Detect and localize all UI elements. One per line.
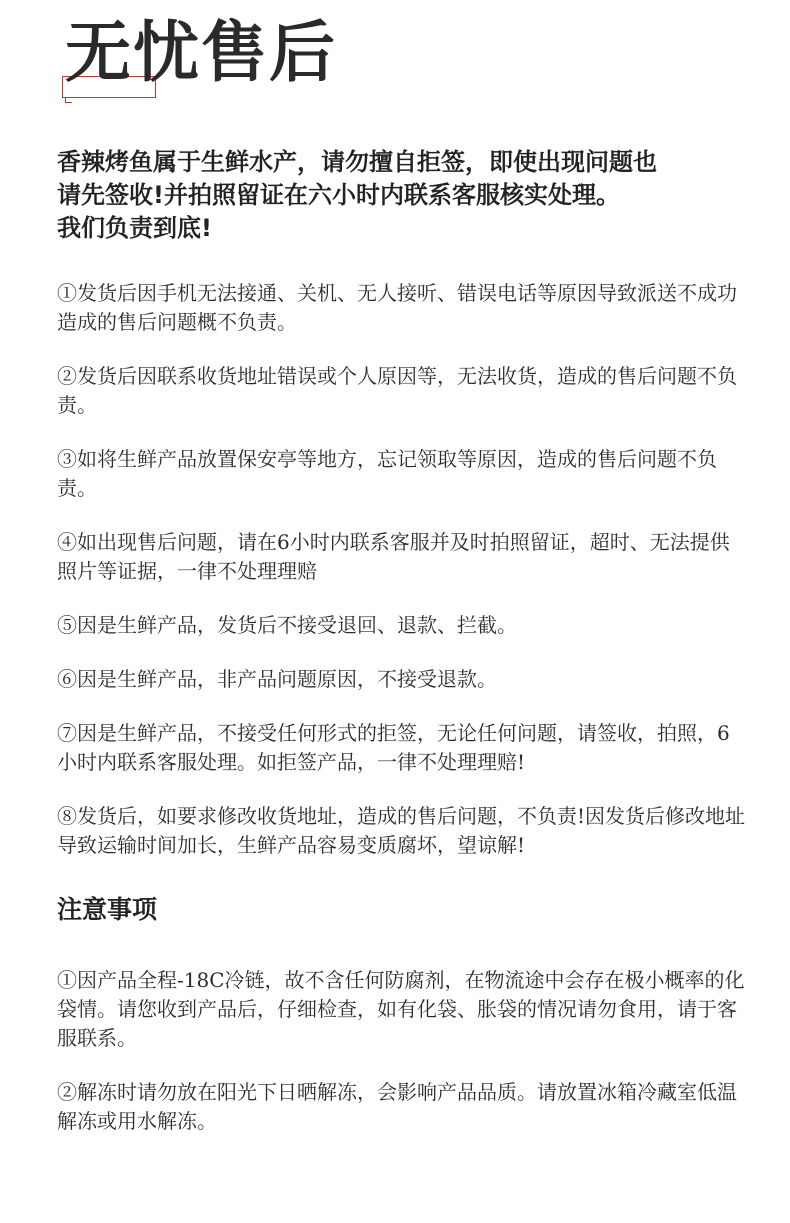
after-sales-page	[57, 0, 747, 1161]
notes-item-2: ②解冻时请勿放在阳光下日晒解冻，会影响产品品质。请放置冰箱冷藏室低温解冻或用水解冻。	[57, 1080, 737, 1133]
intro-line-2: 请先签收!并拍照留证在六小时内联系客服核实处理。	[57, 181, 620, 209]
policy-item-5: ⑤因是生鲜产品，发货后不接受退回、退款、拦截。	[57, 613, 517, 637]
policy-item-3: ③如将生鲜产品放置保安亭等地方，忘记领取等原因，造成的售后问题不负责。	[57, 447, 717, 500]
intro-statement	[57, 146, 747, 245]
notes-heading: 注意事项	[57, 895, 158, 924]
policy-list	[57, 279, 747, 860]
title-area	[57, 0, 747, 140]
policy-item-2: ②发货后因联系收货地址错误或个人原因等，无法收货，造成的售后问题不负责。	[57, 364, 737, 417]
notes-item-1: ①因产品全程-18C冷链，故不含任何防腐剂，在物流途中会存在极小概率的化袋情。请您收到产品后，仔细检查，如有化袋、胀袋的情况请勿食用，请于客服联系。	[57, 968, 745, 1050]
page-title: 无忧售后	[65, 14, 337, 91]
intro-line-1: 香辣烤鱼属于生鲜水产，请勿擅自拒签，即使出现问题也	[57, 148, 657, 176]
policy-item-7: ⑦因是生鲜产品，不接受任何形式的拒签，无论任何问题，请签收，拍照，6小时内联系客服处理。如拒签产品，一律不处理理赔!	[57, 721, 730, 774]
notes-list	[57, 966, 747, 1136]
title-decor-tail	[65, 97, 72, 103]
policy-item-8: ⑧发货后，如要求修改收货地址，造成的售后问题，不负责!因发货后修改地址导致运输时间加长，生鲜产品容易变质腐坏，望谅解!	[57, 804, 746, 857]
policy-item-4: ④如出现售后问题，请在6小时内联系客服并及时拍照留证，超时、无法提供照片等证据，一律不处理理赔	[57, 530, 730, 583]
policy-item-1: ①发货后因手机无法接通、关机、无人接听、错误电话等原因导致派送不成功造成的售后问题概不负责。	[57, 281, 737, 334]
policy-item-6: ⑥因是生鲜产品，非产品问题原因，不接受退款。	[57, 667, 497, 691]
intro-line-3: 我们负责到底!	[57, 214, 212, 242]
